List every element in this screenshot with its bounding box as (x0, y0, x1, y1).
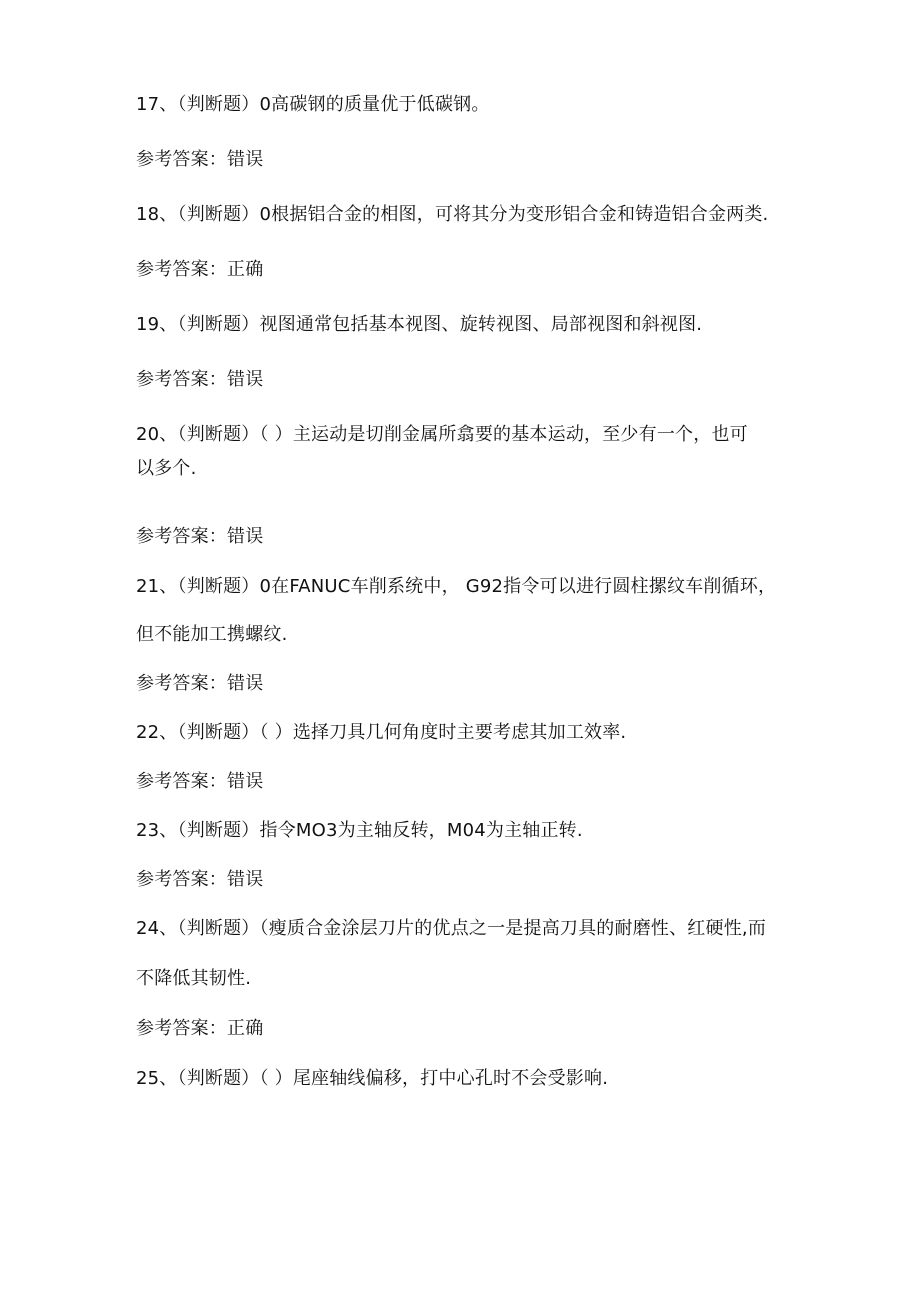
question-23-answer: 参考答案：错误 (136, 869, 264, 890)
question-24-text: 24、（判断题）（瘦质合金涂层刀片的优点之一是提高刀具的耐磨性、红硬性,而 (136, 918, 767, 939)
question-19-answer: 参考答案：错误 (136, 369, 264, 390)
question-21-answer: 参考答案：错误 (136, 673, 264, 694)
question-24-text-continued: 不降低其韧性. (136, 968, 252, 989)
question-21-text-continued: 但不能加工携螺纹. (136, 624, 288, 645)
question-18-answer: 参考答案：正确 (136, 259, 264, 280)
question-22-text: 22、（判断题）（ ）选择刀具几何角度时主要考虑其加工效率. (136, 722, 627, 743)
question-20-text-continued: 以多个. (136, 458, 197, 479)
question-25-text: 25、（判断题）（ ）尾座轴线偏移，打中心孔时不会受影响. (136, 1068, 609, 1089)
question-24-answer: 参考答案：正确 (136, 1018, 264, 1039)
question-19-text: 19、（判断题）视图通常包括基本视图、旋转视图、局部视图和斜视图. (136, 314, 703, 335)
question-22-answer: 参考答案：错误 (136, 771, 264, 792)
question-17-text: 17、（判断题）0高碳钢的质量优于低碳钢。 (136, 94, 490, 115)
question-23-text: 23、（判断题）指令MO3为主轴反转，M04为主轴正转. (136, 820, 583, 841)
question-21-text: 21、（判断题）0在FANUC车削系统中， G92指令可以进行圆柱摞纹车削循环， (136, 576, 777, 597)
question-18-text: 18、（判断题）0根据铝合金的相图，可将其分为变形铝合金和铸造铝合金两类. (136, 204, 769, 225)
question-20-text: 20、（判断题）（ ）主运动是切削金属所翕要的基本运动，至少有一个，也可 (136, 424, 748, 445)
question-17-answer: 参考答案：错误 (136, 149, 264, 170)
question-20-answer: 参考答案：错误 (136, 526, 264, 547)
